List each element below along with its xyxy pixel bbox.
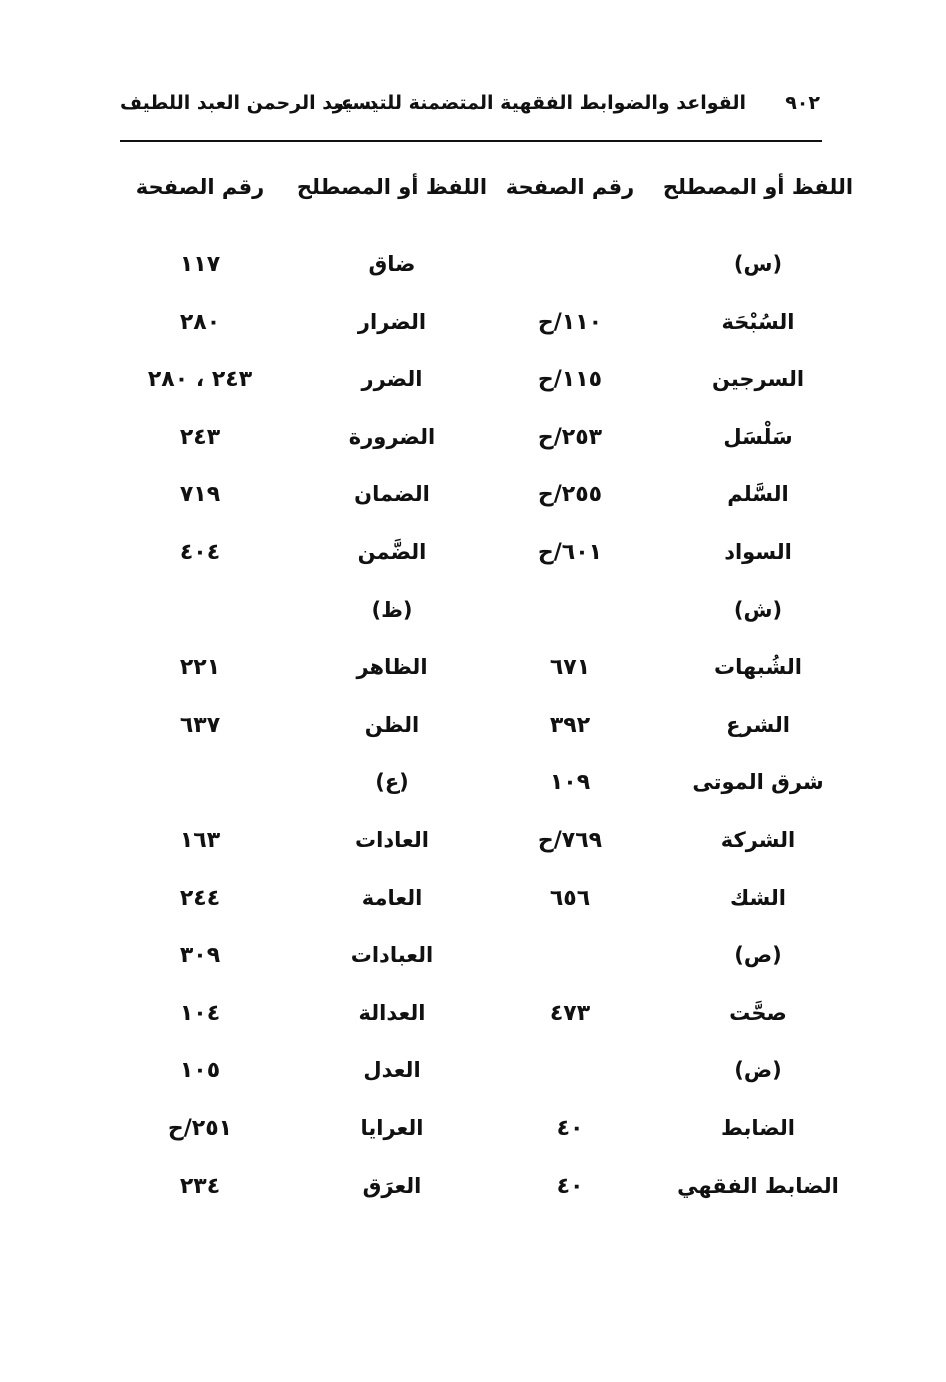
table-row <box>0 526 946 584</box>
cell-page-right: ١١٠/ح <box>537 309 603 335</box>
table-row <box>0 987 946 1045</box>
cell-page-right: ٧٦٩/ح <box>537 827 603 853</box>
cell-page-left: ٤٠٤ <box>179 539 221 565</box>
cell-term-right: الشركة <box>720 827 796 852</box>
cell-page-left: ١١٧ <box>179 252 221 277</box>
cell-page-right: ٤٧٣ <box>549 1000 591 1026</box>
cell-term-right: (س) <box>733 252 783 276</box>
cell-page-left: ٢٣٤ <box>179 1173 221 1199</box>
cell-term-right: الضابط <box>720 1115 796 1140</box>
cell-term-left: ضاق <box>368 252 416 276</box>
table-row <box>0 411 946 469</box>
table-row <box>0 929 946 987</box>
table-row <box>0 296 946 354</box>
index-table <box>0 238 946 1217</box>
cell-term-left: العرَق <box>362 1173 422 1198</box>
cell-term-left: الضرر <box>361 367 423 392</box>
cell-term-right: الشُبهات <box>714 655 802 680</box>
cell-term-right: السَّلم <box>727 482 789 507</box>
column-header-page-left: رقم الصفحة <box>135 175 265 199</box>
table-row <box>0 1102 946 1160</box>
cell-term-right: صحَّت <box>729 1000 787 1025</box>
cell-term-left: الظاهر <box>356 655 428 680</box>
cell-page-left: ٧١٩ <box>179 482 221 508</box>
cell-term-left: العامة <box>361 885 423 910</box>
cell-page-left: ١٦٣ <box>179 827 221 853</box>
header-rule <box>120 140 822 142</box>
page-number: ٩٠٢ <box>785 92 820 114</box>
cell-term-right: (ض) <box>734 1058 782 1083</box>
cell-term-left: العادات <box>355 827 429 852</box>
table-row <box>0 699 946 757</box>
cell-term-right: السرجين <box>711 367 805 392</box>
cell-term-right: سَلْسَل <box>723 424 793 449</box>
cell-term-right: الشك <box>729 885 787 910</box>
column-header-page-right: رقم الصفحة <box>505 175 635 199</box>
book-title: القواعد والضوابط الفقهية المتضمنة للتيسير <box>332 92 746 114</box>
cell-page-left: ١٠٤ <box>179 1000 221 1026</box>
cell-page-left: ٢٢١ <box>179 655 221 681</box>
cell-page-left: ٢٥١/ح <box>167 1115 233 1141</box>
column-header-term-right: اللفظ أو المصطلح <box>662 175 854 199</box>
table-row <box>0 353 946 411</box>
cell-term-right: شرق الموتى <box>692 770 824 795</box>
cell-term-left: الضَّمن <box>357 539 427 564</box>
table-row <box>0 1044 946 1102</box>
cell-page-left: ٦٣٧ <box>179 712 221 738</box>
cell-term-right: السواد <box>724 539 792 564</box>
cell-page-right: ٦٠١/ح <box>537 539 603 565</box>
cell-term-left: (ظ) <box>371 597 413 622</box>
cell-term-left: (ع) <box>375 770 409 795</box>
cell-page-right: ٤٠ <box>556 1115 584 1141</box>
cell-term-left: العدالة <box>358 1000 426 1025</box>
cell-term-left: العبادات <box>350 943 434 968</box>
cell-page-left: ٢٤٣ <box>179 424 221 450</box>
cell-term-right: (ش) <box>733 597 783 622</box>
cell-page-right: ١٠٩ <box>549 770 591 796</box>
author-name: د. عبد الرحمن العبد اللطيف <box>120 92 378 114</box>
cell-term-right: (ص) <box>734 943 782 968</box>
cell-page-right: ٤٠ <box>556 1173 584 1199</box>
table-row <box>0 872 946 930</box>
running-header <box>120 88 820 128</box>
cell-page-left: ٢٨٠ <box>179 309 221 335</box>
cell-page-right: ٣٩٢ <box>549 712 591 738</box>
cell-page-left: ١٠٥ <box>179 1058 221 1084</box>
cell-term-left: الضرورة <box>348 424 436 449</box>
cell-term-left: الضمان <box>354 482 430 507</box>
column-header-term-left: اللفظ أو المصطلح <box>296 175 488 199</box>
cell-page-right: ١١٥/ح <box>537 367 603 393</box>
cell-page-right: ٦٥٦ <box>549 885 591 911</box>
cell-page-left: ٣٠٩ <box>179 943 221 969</box>
cell-page-right: ٢٥٣/ح <box>537 424 603 450</box>
cell-page-left: ٢٤٤ <box>179 885 221 911</box>
table-row <box>0 1160 946 1218</box>
cell-term-left: العرايا <box>360 1115 424 1140</box>
table-row <box>0 584 946 642</box>
table-row <box>0 641 946 699</box>
table-row <box>0 756 946 814</box>
cell-term-left: الضرار <box>357 309 427 334</box>
table-row <box>0 238 946 296</box>
cell-term-left: الظن <box>364 712 420 737</box>
table-row <box>0 468 946 526</box>
cell-term-right: الشرع <box>726 712 790 737</box>
table-row <box>0 814 946 872</box>
cell-page-right: ٦٧١ <box>549 655 591 681</box>
cell-term-left: العدل <box>363 1058 421 1083</box>
cell-term-right: الضابط الفقهي <box>677 1173 839 1198</box>
cell-term-right: السُبْحَة <box>721 309 795 334</box>
cell-page-left: ٢٤٣ ، ٢٨٠ <box>147 367 253 393</box>
cell-page-right: ٢٥٥/ح <box>537 482 603 508</box>
